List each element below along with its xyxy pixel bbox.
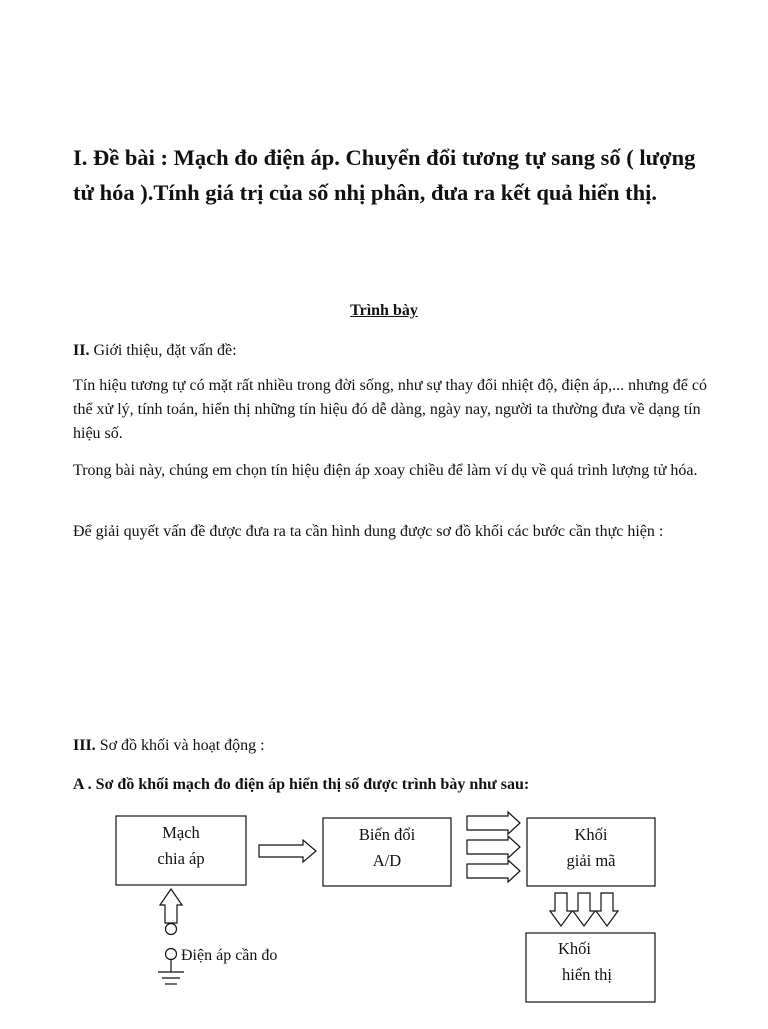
arrow-decoder-to-display-3 bbox=[596, 893, 618, 926]
arrow-divider-to-adc bbox=[259, 840, 316, 862]
document-heading: I. Đề bài : Mạch đo điện áp. Chuyển đổi tương tự sang số ( lượng tử hóa ).Tính giá trị của số nhị phân, đưa ra kết quả hiển thị. bbox=[73, 145, 696, 205]
section3-heading bbox=[73, 734, 713, 758]
intro-label: II. bbox=[73, 342, 90, 359]
paragraph-2: Trong bài này, chúng em chọn tín hiệu điện áp xoay chiều để làm ví dụ về quá trình lượng tử hóa. bbox=[73, 462, 698, 479]
adc-line-2: A/D bbox=[372, 851, 402, 870]
decoder-line-2: giải mã bbox=[566, 851, 616, 870]
section3-label: III. bbox=[73, 737, 96, 754]
arrow-adc-to-decoder-3 bbox=[467, 860, 520, 882]
voltage-divider-label bbox=[116, 820, 246, 872]
voltage-divider-line-2: chia áp bbox=[157, 849, 205, 868]
display-line-2: hiển thị bbox=[562, 965, 612, 984]
display-label bbox=[558, 936, 612, 988]
arrow-input-to-divider bbox=[160, 889, 182, 923]
intro-text: Giới thiệu, đặt vấn đề: bbox=[89, 342, 237, 359]
input-terminal-top-icon bbox=[166, 924, 177, 935]
arrow-adc-to-decoder-1 bbox=[467, 812, 520, 834]
adc-label bbox=[323, 822, 451, 874]
decoder-line-1: Khối bbox=[574, 825, 608, 844]
voltage-divider-line-1: Mạch bbox=[162, 823, 200, 842]
intro-heading bbox=[73, 339, 713, 363]
section-title: Trình bày bbox=[350, 302, 418, 319]
arrow-decoder-to-display-2 bbox=[573, 893, 595, 926]
display-line-1: Khối bbox=[558, 939, 591, 958]
subsection-a-heading: A . Sơ đồ khối mạch đo điện áp hiển thị số được trình bày như sau: bbox=[73, 776, 530, 793]
arrow-decoder-to-display-1 bbox=[550, 893, 572, 926]
input-voltage-label: Điện áp cần đo bbox=[181, 947, 278, 964]
paragraph-1: Tín hiệu tương tự có mặt rất nhiều trong đời sống, như sự thay đổi nhiệt độ, điện áp,... nhưng để có thể xử lý, tính toán, hiển thị những tín hiệu đó dễ dàng, ngày nay, người ta thường đưa về dạng tín hiệu số. bbox=[73, 377, 707, 442]
paragraph-3: Để giải quyết vấn đề được đưa ra ta cần hình dung được sơ đồ khối các bước cần thực hiện : bbox=[73, 523, 664, 540]
adc-line-1: Biến đổi bbox=[358, 825, 416, 844]
block-diagram bbox=[0, 800, 768, 1024]
input-terminal-bottom-icon bbox=[166, 949, 177, 960]
decoder-label bbox=[527, 822, 655, 874]
section3-text: Sơ đồ khối và hoạt động : bbox=[95, 737, 265, 754]
arrow-adc-to-decoder-2 bbox=[467, 836, 520, 858]
